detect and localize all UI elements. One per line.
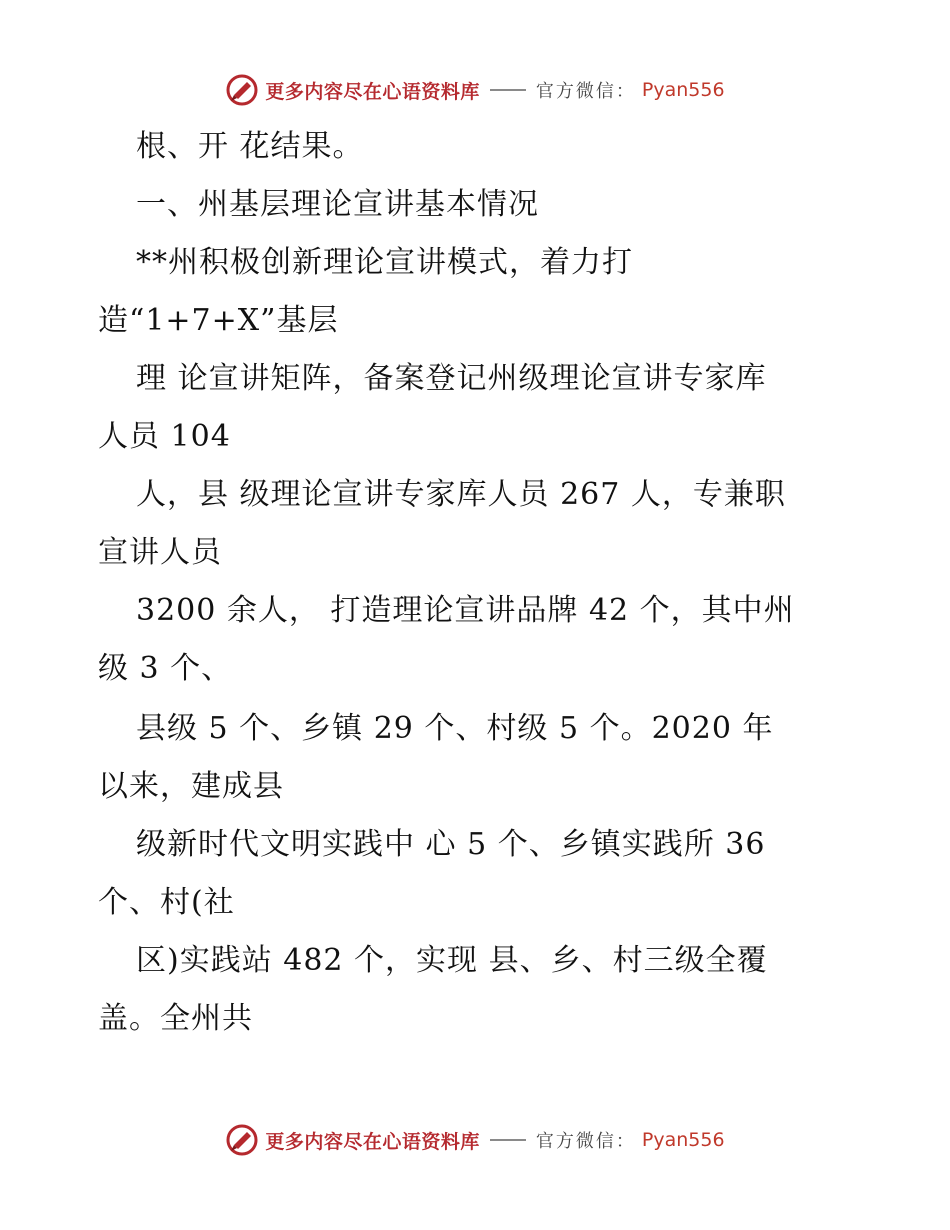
text-line: 区)实践站 482 个，实现 县、乡、村三级全覆: [136, 943, 768, 978]
pen-logo-icon: [225, 73, 259, 107]
watermark-dash: [490, 89, 526, 91]
text-line: 3200 余人， 打造理论宣讲品牌 42 个，其中州: [136, 593, 795, 628]
text-line: 县级 5 个、乡镇 29 个、村级 5 个。2020 年: [136, 711, 774, 746]
pen-logo-icon: [225, 1123, 259, 1157]
text-line: 人员 104: [98, 419, 231, 454]
watermark-wechat-label: 官方微信：: [535, 81, 636, 102]
watermark-site-text: 更多内容尽在心语资料库: [265, 1130, 480, 1153]
footer-watermark: [0, 1120, 950, 1160]
watermark-wechat-id: Pyan556: [641, 1129, 725, 1151]
text-line: 根、开 花结果。: [136, 129, 364, 164]
text-line: 理 论宣讲矩阵，备案登记州级理论宣讲专家库: [136, 361, 767, 396]
text-line: **州积极创新理论宣讲模式，着力打: [136, 245, 633, 280]
text-line: 级 3 个、: [98, 651, 233, 686]
text-line: 盖。全州共: [98, 1001, 253, 1036]
text-line: 级新时代文明实践中 心 5 个、乡镇实践所 36: [136, 827, 766, 862]
watermark-dash: [490, 1139, 526, 1141]
watermark-wechat-id: Pyan556: [641, 79, 725, 101]
watermark-wechat-label: 官方微信：: [535, 1131, 636, 1152]
watermark-site-text: 更多内容尽在心语资料库: [265, 80, 480, 103]
section-heading: 一、州基层理论宣讲基本情况: [136, 187, 539, 222]
text-line: 个、村(社: [98, 885, 235, 920]
text-line: 造“1+7+X”基层: [98, 303, 339, 338]
text-line: 宣讲人员: [98, 535, 222, 570]
text-line: 人，县 级理论宣讲专家库人员 267 人，专兼职: [136, 477, 786, 512]
header-watermark: [0, 70, 950, 110]
text-line: 以来，建成县: [98, 769, 284, 804]
